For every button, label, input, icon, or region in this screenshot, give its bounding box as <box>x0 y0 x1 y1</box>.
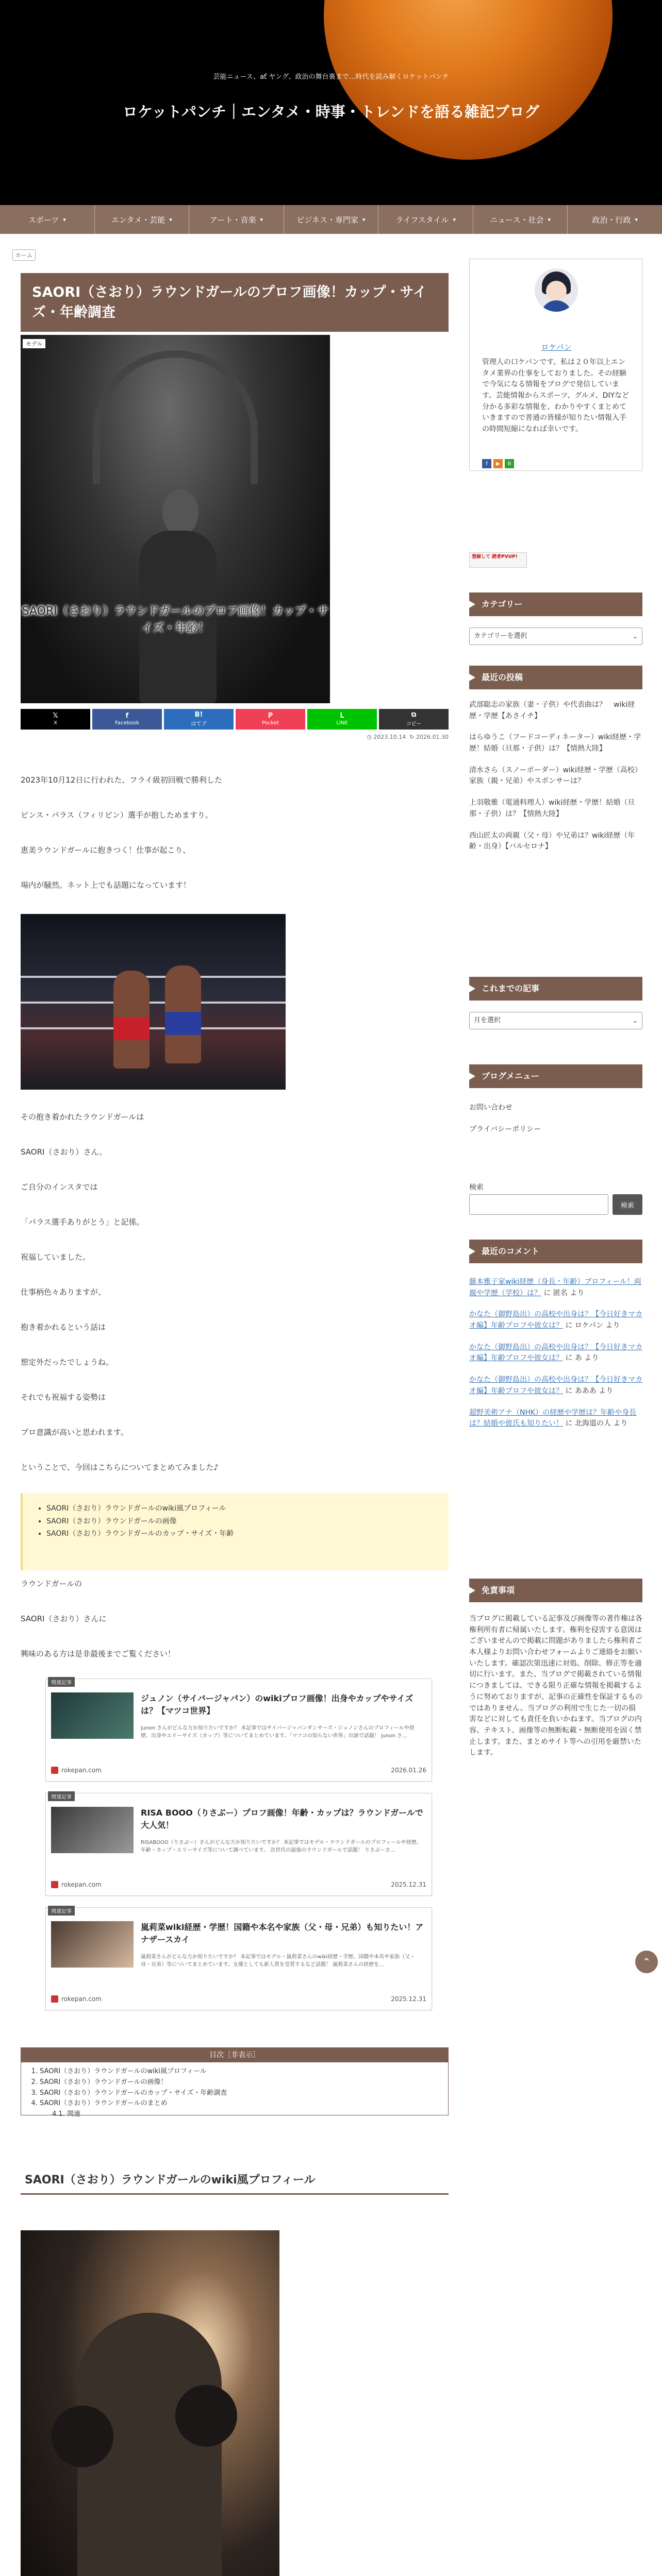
recent-post-link[interactable]: 清水さら（スノーボーダー）wiki経歴・学歴（高校）家族（親・兄弟）やスポンサーは？ <box>469 766 642 786</box>
related-site-name: rokepan.com <box>61 1995 102 2003</box>
section-heading-profile: SAORI（さおり）ラウンドガールのwiki風プロフィール <box>21 2166 449 2195</box>
related-title: RISA BOOO（りさぶー）プロフ画像！年齢・カップは？ラウンドガールで大人気！ <box>141 1808 423 1830</box>
reader-banner[interactable]: 登録して 読者PVUP! <box>469 552 527 568</box>
related-card[interactable] <box>45 1907 432 2010</box>
site-favicon-icon <box>51 1767 58 1774</box>
summary-item: • SAORI（さおり）ラウンドガールの画像 <box>46 1515 449 1528</box>
paragraph: ご自分のインスタでは <box>21 1182 98 1192</box>
facebook-icon[interactable]: f <box>482 459 491 468</box>
paragraph: 祝福していました。 <box>21 1252 91 1262</box>
paragraph: SAORI（さおり）さんに <box>21 1614 107 1623</box>
recent-posts-list <box>469 700 642 863</box>
paragraph: 「パラス選手ありがとう」と記係。 <box>21 1217 144 1227</box>
chevron-down-icon: ▾ <box>63 216 66 223</box>
pocket-icon: P <box>268 712 273 720</box>
comment-post-link[interactable]: かなた（御野島出）の高校や出身は？【今日好きマカオ編】年齢プロフや彼女は？ <box>469 1376 642 1395</box>
select-value: 月を選択 <box>474 1016 501 1024</box>
paragraph: 2023年10月12日に行われた、フライ級初回戦で勝利した <box>21 775 222 785</box>
comment-author: に 北海道の人 より <box>563 1419 628 1428</box>
nav-label: ニュース・社会 <box>490 215 544 225</box>
recent-post-link[interactable]: 武部聡志の家族（妻・子供）や代表曲は？ wiki経歴・学歴【あさイチ】 <box>469 701 635 720</box>
related-site <box>51 1881 102 1888</box>
widget-title-categories: カテゴリー <box>469 592 642 616</box>
share-label: コピー <box>406 721 422 727</box>
author-bio: 管理人の口ケパンです。私は２０年以上エンタメ業界の仕事をしておりました。その経験で今気になる情報をブログで発信しています。芸能情報からスポーツ、グルメ、DIYなど分かる多彩な情報を、わかりやすくまとめていきますので普通の皆様が知りたい情報入手の時間短縮になれば幸いです。 <box>482 358 630 434</box>
share-label: はてブ <box>191 721 207 727</box>
related-label: 関連記事 <box>48 1791 75 1801</box>
widget-title-recent: 最近の投稿 <box>469 666 642 689</box>
paragraph: ピンス・パラス（フィリピン）選手が抱しためますり。 <box>21 810 213 820</box>
table-of-contents <box>21 2047 449 2119</box>
nav-item-entertainment[interactable] <box>95 205 190 234</box>
related-site <box>51 1767 102 1774</box>
comment-post-link[interactable]: 藤本雅子家wiki経歴（身長・年齢）プロフィール！両親や学歴（学校）は？ <box>469 1278 641 1297</box>
author-avatar <box>535 268 578 312</box>
paragraph: プロ意識が高いと思われます。 <box>21 1428 128 1437</box>
related-title: ジュノン（サイバージャパン）のwikiプロフ画像！出身やカップやサイズは？【マツコ世界】 <box>141 1693 413 1716</box>
category-label[interactable]: モデル <box>23 339 45 348</box>
recent-comments-list <box>469 1277 642 1440</box>
main-content <box>12 249 457 2576</box>
search-button[interactable]: 検索 <box>613 1194 642 1215</box>
boxer-trunks <box>113 1017 150 1040</box>
paragraph: 恵美ラウンドガールに抱きつく！仕事が起こり、 <box>21 845 191 855</box>
related-site <box>51 1995 102 2003</box>
sidebar <box>462 249 650 2576</box>
comment-author: に あああ より <box>563 1386 614 1395</box>
nav-item-politics[interactable] <box>568 205 662 234</box>
rss-icon[interactable]: ▶ <box>493 459 503 468</box>
nav-item-lifestyle[interactable] <box>378 205 473 234</box>
widget-title-comments: 最近のコメント <box>469 1240 642 1263</box>
recent-post-link[interactable]: 西山匠太の両親（父・母）や兄弟は？wiki経歴（年齢・出身）【バルセロナ】 <box>469 831 635 851</box>
refresh-icon: ↻ <box>409 734 415 740</box>
related-snippet: RISABOOO（りさぶー）さんがどんな方か知りたいですか？ 本記事ではモデル・ラウンドガールのプロフィールや経歴、年齢・カップ・エリーサイズ等について調べています。 次世代の最強のラウンドガールで話題！ りさぶーさ... <box>141 1840 422 1853</box>
summary-box <box>21 1493 449 1570</box>
ring-rope <box>21 976 286 978</box>
paragraph: それでも祝福する姿勢は <box>21 1393 106 1402</box>
nav-item-sports[interactable] <box>0 205 95 234</box>
share-pocket-button[interactable] <box>236 709 305 730</box>
related-site-name: rokepan.com <box>61 1881 102 1888</box>
related-label: 関連記事 <box>48 1906 75 1916</box>
toc-item[interactable]: 4. SAORI（さおり）ラウンドガールのまとめ <box>40 2098 448 2109</box>
eyecatch-image <box>21 335 330 703</box>
nav-item-news[interactable] <box>473 205 568 234</box>
nav-item-business[interactable] <box>284 205 379 234</box>
comment-post-link[interactable]: 超野美術アナ（NHK）の経歴や学歴は？年齢や身長は？結婚や彼氏も知りたい！ <box>469 1408 637 1428</box>
widget-title-blogmenu: ブログメニュー <box>469 1064 642 1088</box>
search-label: 検索 <box>469 1183 484 1192</box>
breadcrumb-home[interactable]: ホーム <box>12 249 36 261</box>
nav-label: ビジネス・専門家 <box>296 215 359 225</box>
paragraph: 仕事柄色々ありますが、 <box>21 1287 106 1297</box>
nav-label: スポーツ <box>28 215 59 225</box>
related-card[interactable] <box>45 1679 432 1782</box>
boxing-portrait-image <box>21 2230 279 2576</box>
related-label: 関連記事 <box>48 1677 75 1687</box>
copy-icon: ⧉ <box>411 711 417 719</box>
author-name[interactable]: ロケパン <box>541 343 572 352</box>
clock-icon: ◷ <box>367 734 372 740</box>
global-nav <box>0 205 662 234</box>
paragraph: ラウンドガールの <box>21 1579 82 1588</box>
eyecatch-head <box>162 489 198 536</box>
facebook-icon: f <box>125 712 129 720</box>
share-x-button[interactable] <box>21 709 90 730</box>
comment-item <box>469 1309 642 1331</box>
recent-post-link[interactable]: はらゆうこ（フードコーディネーター）wiki経歴・学歴！結婚（旦那・子供）は？【情熱大陸】 <box>469 733 641 753</box>
nav-label: アート・音楽 <box>209 215 256 225</box>
related-card[interactable] <box>45 1793 432 1896</box>
toc-subitem-label: 関連 <box>67 2110 80 2119</box>
cat-silhouette-icon <box>482 164 513 205</box>
boxing-glove <box>175 2385 237 2447</box>
share-copy-button[interactable] <box>379 709 449 730</box>
chevron-down-icon: ▾ <box>453 216 456 223</box>
summary-item: • SAORI（さおり）ラウンドガールのカップ・サイズ・年齢 <box>46 1528 449 1540</box>
comment-post-link[interactable]: かなた（御野島出）の高校や出身は？【今日好きマカオ編】年齢プロフや彼女は？ <box>469 1310 642 1330</box>
author-social <box>482 459 514 468</box>
toc-item[interactable]: 3. SAORI（さおり）ラウンドガールのカップ・サイズ・年齢調査 <box>40 2088 448 2099</box>
avatar-shirt <box>541 300 572 312</box>
x-icon: 𝕏 <box>53 712 58 720</box>
share-label: Pocket <box>262 720 279 726</box>
related-thumbnail <box>51 1807 134 1853</box>
toc-item[interactable]: 1. SAORI（さおり）ラウンドガールのwiki風プロフィール <box>40 2066 448 2077</box>
share-label: Facebook <box>115 720 139 726</box>
site-favicon-icon <box>51 1995 58 2003</box>
comment-item <box>469 1375 642 1397</box>
related-thumbnail <box>51 1692 134 1739</box>
paragraph: SAORI（さおり）さん。 <box>21 1147 107 1157</box>
toc-list <box>40 2066 448 2120</box>
related-title: 嵐莉菜wiki経歴・学歴！国籍や本名や家族（父・母・兄弟）も知りたい！アナザースカイ <box>141 1922 424 1944</box>
toc-subitem[interactable]: 4.1. 関連 <box>52 2110 80 2119</box>
categories-select[interactable] <box>469 628 642 645</box>
related-snippet: junon さんがどんな方か知りたいですか？ 本記事ではサイバージャパンダンサーズ・ジュノンさんのプロフィールや経歴、出身やエリーサイズ（カップ）等についてまとめています。「マツコの知らない世界」出演で話題！ junon さ... <box>141 1725 415 1739</box>
hatena-icon: B! <box>194 711 203 719</box>
disclaimer-text: 当ブログに掲載している記事及び画像等の著作権は各権利所有者に帰属いたします。権利を侵害する意図はございませんので掲載に問題がありましたら権利者ご本人様よりお問い合わせフォームよりご連絡をお願いいたします。確認次第迅速に対処、削除、修正等を適切に行います。また、当ブログで掲載されている情報につきましては、できる限り正確な情報を掲載するように努めておりますが、記事の正確性を保証するものではありません。当ブログの利用で生じた一切の損害などに対しても責任を負いかねます。当ブログの内容、テキスト、画像等の無断転載・無断使用を固く禁止します。また、まとめサイト等への引用を厳禁いたします。 <box>469 1615 642 1757</box>
comment-author: に ロケパン より <box>563 1321 620 1330</box>
archive-select[interactable] <box>469 1012 642 1029</box>
paragraph: 想定外だったでしょうね。 <box>21 1358 114 1367</box>
paragraph: 場内が騒然。ネット上でも話題になっています！ <box>21 880 191 890</box>
site-header <box>0 0 662 205</box>
share-label: X <box>54 720 57 726</box>
site-favicon-icon <box>51 1881 58 1888</box>
author-card <box>469 259 642 471</box>
chevron-down-icon: ▾ <box>260 216 263 223</box>
paragraph: 抱き着かれるという話は <box>21 1323 106 1332</box>
chevron-down-icon: ▾ <box>548 216 551 223</box>
paragraph: その抱き着かれたラウンドガールは <box>21 1112 144 1122</box>
site-tagline: 芸能ニュース、ať ヤング、政治の舞台裏まで…時代を読み解くロケットパンチ <box>213 73 449 81</box>
paragraph: 興味のある方は是非最後までご覧ください！ <box>21 1649 176 1658</box>
widget-title-archive: これまでの記事 <box>469 977 642 1001</box>
chevron-down-icon: ▾ <box>635 216 638 223</box>
ring-rope <box>21 1027 286 1029</box>
boxing-glove <box>52 2405 113 2467</box>
search-input[interactable] <box>469 1194 608 1215</box>
related-snippet: 嵐莉菜さんがどんな方か知りたいですか？ 本記事ではモデル・嵐莉菜さんのwiki経歴・学歴、国籍や本名や家族（父・母・兄弟）等についてまとめています。女優としても新人賞を受賞するなど話題！ 嵐莉菜さんの経歴を... <box>141 1954 416 1968</box>
share-facebook-button[interactable] <box>92 709 162 730</box>
chevron-down-icon: ▾ <box>362 216 366 223</box>
back-to-top-button[interactable]: ⌃ <box>635 1951 658 1973</box>
published-date: 2023.10.14 <box>373 734 406 740</box>
share-line-button[interactable] <box>307 709 377 730</box>
nav-item-art-music[interactable] <box>189 205 284 234</box>
eyecatch-caption: SAORI（さおり）ラウンドガールのプロフ画像！カップ・サイズ・年齢！ <box>22 605 329 635</box>
comment-item <box>469 1277 642 1299</box>
related-date: 2025.12.31 <box>391 1995 426 2003</box>
menu-link-privacy[interactable]: プライバシーポリシー <box>469 1125 541 1133</box>
avatar-face <box>546 281 567 301</box>
comment-item <box>469 1342 642 1364</box>
comment-author: に 匿名 より <box>541 1289 585 1297</box>
related-date: 2025.12.31 <box>391 1881 426 1888</box>
boxer-trunks <box>165 1012 201 1035</box>
recent-post-link[interactable]: 上羽敬雅（電通料理人）wiki経歴・学歴！結婚（旦那・子供）は？【情熱大陸】 <box>469 799 635 818</box>
comment-post-link[interactable]: かなた（御野島出）の高校や出身は？【今日好きマカオ編】年齢プロフや彼女は？ <box>469 1343 642 1363</box>
site-title[interactable]: ロケットパンチ｜エンタメ・時事・トレンドを語る雑記ブログ <box>122 103 540 121</box>
related-site-name: rokepan.com <box>61 1767 102 1774</box>
updated-date: 2026.01.30 <box>416 734 449 740</box>
nav-label: 政治・行政 <box>592 215 631 225</box>
nav-label: エンタメ・芸能 <box>111 215 166 225</box>
related-thumbnail <box>51 1921 134 1968</box>
ring-rope <box>21 1002 286 1004</box>
related-date: 2026.01.26 <box>391 1767 426 1774</box>
comment-item <box>469 1408 642 1430</box>
widget-title-disclaimer: 免責事項 <box>469 1579 642 1602</box>
menu-link-contact[interactable]: お問い合わせ <box>469 1104 512 1112</box>
line-icon: L <box>340 712 344 720</box>
share-bar <box>21 709 449 730</box>
chevron-down-icon: ▾ <box>169 216 172 223</box>
toc-item[interactable]: 2. SAORI（さおり）ラウンドガールの画像！ <box>40 2077 448 2088</box>
toc-title[interactable]: 目次［非表示］ <box>21 2048 448 2062</box>
paragraph: ということで、今回はこちらについてまとめてみました♪ <box>21 1463 219 1472</box>
select-value: カテゴリーを選択 <box>474 632 527 640</box>
blog-icon[interactable]: B <box>505 459 514 468</box>
summary-item: • SAORI（さおり）ラウンドガールのwiki風プロフィール <box>46 1502 449 1515</box>
blog-menu-list <box>469 1103 642 1145</box>
nav-label: ライフスタイル <box>395 215 449 225</box>
share-label: LINE <box>336 720 348 726</box>
entry-title: SAORI（さおり）ラウンドガールのプロフ画像！カップ・サイズ・年齢調査 <box>21 273 449 332</box>
comment-author: に あ より <box>563 1354 599 1363</box>
chevron-down-icon: ⌄ <box>632 1017 638 1024</box>
post-dates <box>367 734 449 740</box>
boxing-match-image <box>21 914 286 1090</box>
chevron-down-icon: ⌄ <box>632 633 638 640</box>
share-hatena-button[interactable] <box>164 709 234 730</box>
